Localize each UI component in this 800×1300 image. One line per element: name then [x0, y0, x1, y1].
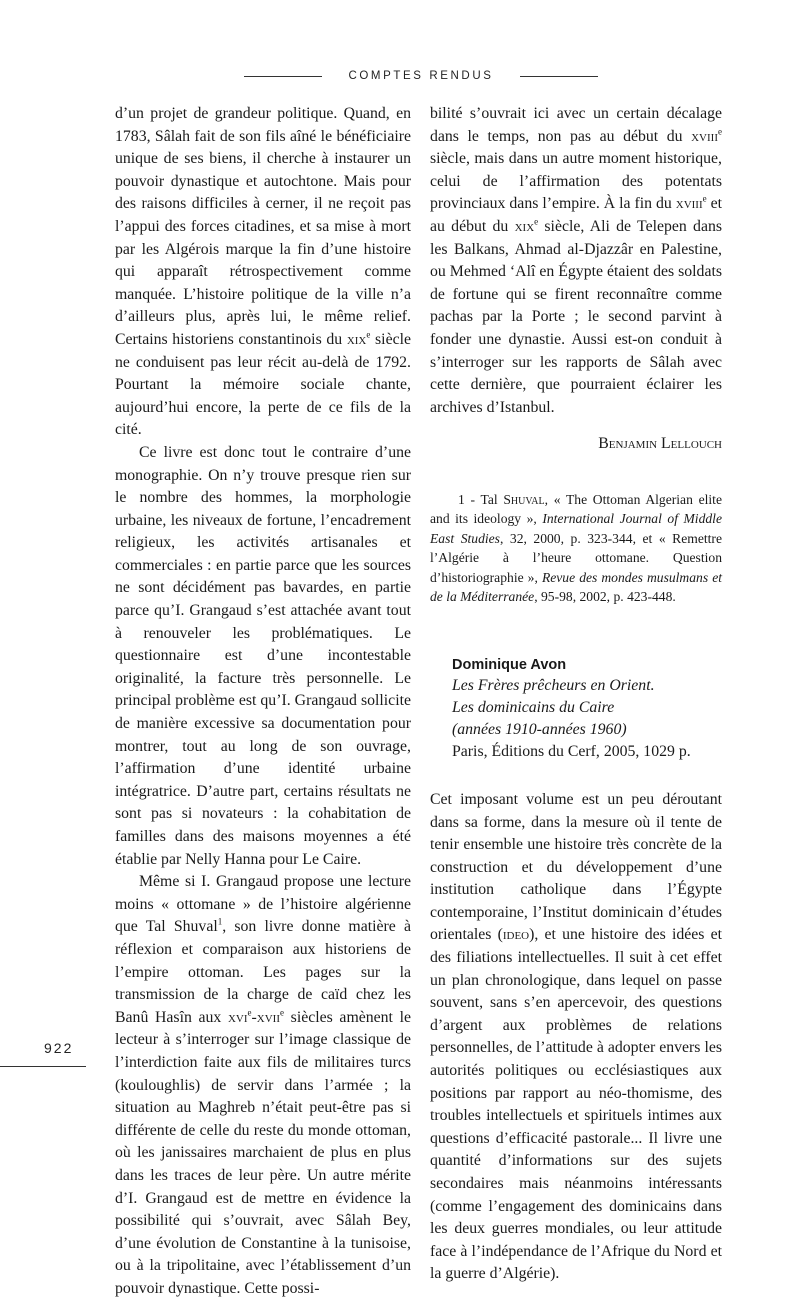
review-title-line: Les Frères prêcheurs en Orient. — [452, 676, 655, 694]
right-column — [430, 103, 722, 1286]
header-rule-left — [244, 76, 322, 77]
review-title-line: Les dominicains du Caire — [452, 698, 615, 716]
header-rule-right — [520, 76, 598, 77]
review-author: Dominique Avon — [452, 656, 567, 673]
running-header — [244, 66, 598, 86]
review-publication: Paris, Éditions du Cerf, 2005, 1029 p. — [452, 742, 691, 760]
review-title-line: (années 1910-années 1960) — [452, 720, 627, 738]
review-header — [430, 655, 722, 763]
footnote-ref[interactable]: 1 — [217, 917, 223, 928]
paragraph: d’un projet de grandeur politique. Quand, en 1783, Sâlah fait de son fils aîné le bénéficiaire unique de ses biens, il cherche à instaurer un pouvoir dynastique et autochtone. Mais pour des raisons difficiles à cerner, il ne reçoit pas l’appui des forces citadines, et sa mise à mort par les Algérois marque la fin d’une histoire qui apparaît rétrospectivement comme manquée. L’histoire politique de la ville n’a d’ailleurs plus, après lui, le même relief. Certains historiens constantinois du xix$^e$ siècle ne conduisent pas leur récit au-delà de 1792. Pourtant la mémoire sociale chante, aujourd’hui encore, la perte de ce fils de la cité. — [115, 105, 411, 439]
footnote: 1 - Tal Shuval, « The Ottoman Algerian elite and its ideology », International Journal of Middle East Studies, 32, 2000, p. 323-344, et « Remettre l’Algérie à l’heure ottomane. Question d’historiographie », Revue des mondes musulmans et de la Méditerranée, 95-98, 2002, p. 423-448. — [430, 491, 722, 605]
page-number-rule — [0, 1066, 86, 1067]
paragraph: bilité s’ouvrait ici avec un certain décalage dans le temps, non pas au début du xviii$^e$ siècle, mais dans un autre moment historique, celui de l’affirmation des potentats provinciaux dans l’empire. À la fin du xviii$^e$ et au début du xix$^e$ siècle, Ali de Telepen dans les Balkans, Ahmad al-Djazzâr en Palestine, ou Mehmed ‘Alî en Égypte étaient des soldats de fortune qui se firent reconnaître comme pachas par la Porte ; le second parvint à fonder une dynastie. Aussi est-on conduit à s’interroger sur les rapports de Sâlah avec cette dernière, que pourraient éclairer les archives d’Istanbul. — [430, 105, 723, 416]
page-number: 922 — [44, 1040, 74, 1056]
section-title: COMPTES RENDUS — [348, 70, 494, 82]
paragraph: Ce livre est donc tout le contraire d’une monographie. On n’y trouve presque rien sur le nombre des hommes, la morphologie urbaine, les niveaux de fortune, l’encadrement religieux, les activités artisanales et commerciales : en partie parce que les sources ne sont décidément pas bavardes, en partie parce qu’I. Grangaud s’est attachée avant tout à renouveler les problématiques. Le questionnaire est d’une incontestable originalité, la facture très personnelle. Le principal problème est qu’I. Grangaud sollicite de manière excessive sa documentation pour montrer, tout au long de son ouvrage, l’affirmation d’une identité urbaine intégratrice. D’autre part, certains résultats ne sont pas si novateurs : la cohabitation de familles dans des maisons moyennes a été établie par Nelly Hanna pour Le Caire. — [115, 443, 411, 868]
review-body: Cet imposant volume est un peu déroutant dans sa forme, dans la mesure où il tente de tenir ensemble une histoire très concrète de la construction et du développement d’une institution catholique dans l’Égypte contemporaine, l’Institut dominicain d’études orientales (ideo), et une histoire des idées et des filiations intellectuelles. Il suit à cet effet un plan chronologique, dans lequel on passe souvent, sans s’en apercevoir, des questions d’argent aux problèmes de relations personnelles, de l’attitude à adopter envers les autorités politiques ou ecclésiastiques aux positions par rapport au néo-thomisme, des troubles intellectuels et spirituels intimes aux questions d’efficacité pastorale... Il livre une quantité d’informations sur des sujets secondaires mais néanmoins intéressants (comme l’engagement des dominicains dans les deux guerres mondiales, ou leur attitude face à l’indépendance de l’Afrique du Nord et la guerre d’Algérie). — [430, 790, 722, 1283]
left-column — [115, 103, 411, 1300]
paragraph: Même si I. Grangaud propose une lecture moins « ottomane » de l’histoire algérienne que Tal Shuval$^1$, son livre donne matière à réflexion et comparaison aux historiens de l’empire ottoman. Les pages sur la transmission de la charge de caïd chez les Banû Hasîn aux xvi$^e$-xvii$^e$ siècles amènent le lecteur à s’interroger sur l’image classique de l’interdiction faite aux fils de militaires turcs (kouloughlis) de servir dans l’armée ; la situation au Maghreb n’était peut-être pas si différente de celle du reste du monde ottoman, où les janissaires marchaient de plus en plus dans les traces de leur père. Un autre mérite d’I. Grangaud est de mettre en évidence la possibilité qui s’ouvrait, avec Sâlah Bey, d’une évolution de Constantine à la tunisoise, ou à la tripolitaine, avec l’établissement d’un pouvoir dynastique. Cette possi- — [115, 873, 411, 1297]
reviewer-signature: Benjamin Lellouch — [598, 435, 722, 453]
